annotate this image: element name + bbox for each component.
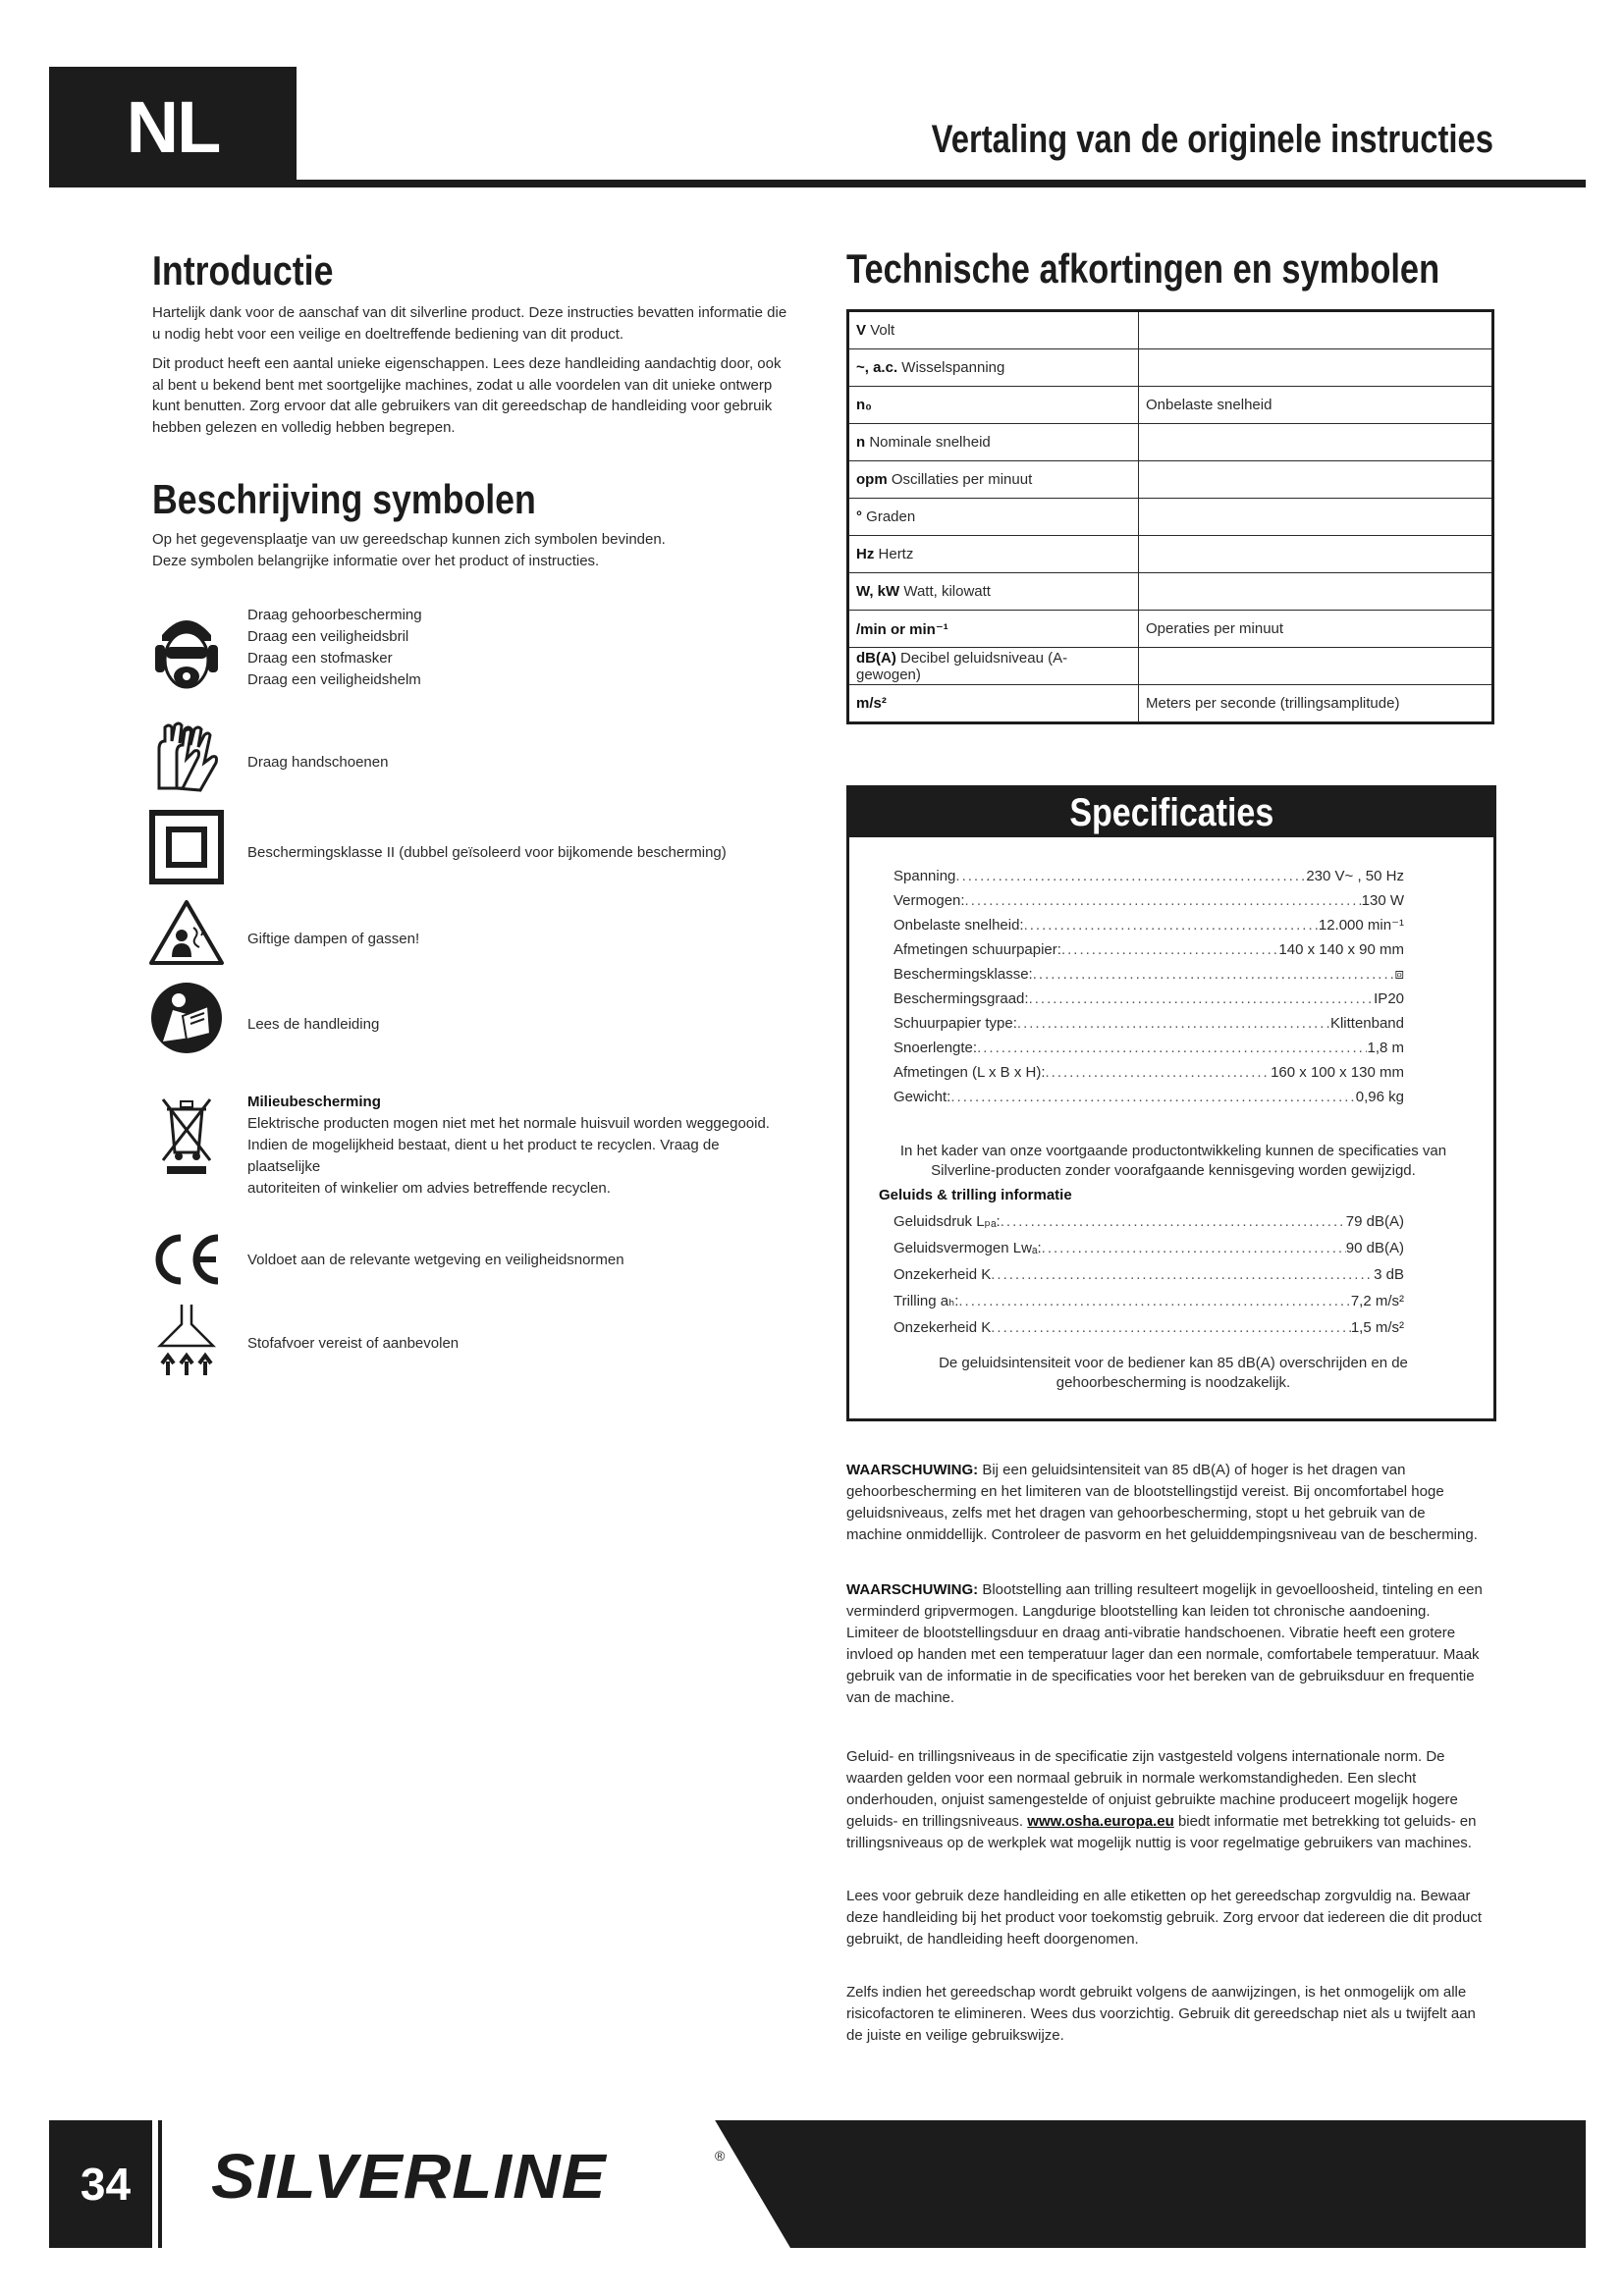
spec-row xyxy=(893,1239,1404,1258)
abbreviation-symbol: V xyxy=(856,322,867,339)
abbreviation-symbol-cell xyxy=(848,311,1139,349)
abbreviation-meaning-cell: Onbelaste snelheid xyxy=(1139,387,1493,424)
symbols-intro-line-2: Deze symbolen belangrijke informatie over het product of instructies. xyxy=(152,552,600,569)
specifications-box xyxy=(846,785,1496,1421)
abbreviation-symbol: dB(A) xyxy=(856,649,896,667)
spec-value: ⧈ xyxy=(1394,966,1404,983)
abbreviation-meaning-cell: Meters per seconde (trillingsamplitude) xyxy=(1139,685,1493,723)
abbreviation-meaning-cell xyxy=(1139,311,1493,349)
abbreviation-symbol-cell xyxy=(848,685,1139,723)
spec-row xyxy=(893,940,1404,960)
abbreviation-row xyxy=(848,461,1493,499)
abbreviation-meaning-cell xyxy=(1139,648,1493,685)
spec-row xyxy=(893,965,1404,985)
spec-value: IP20 xyxy=(1374,990,1404,1007)
read-manual-paragraph: Lees voor gebruik deze handleiding en alle etiketten op het gereedschap zorgvuldig na. Bewaar deze handleiding bij het product voor toekomstig gebruik. Zorg ervoor dat iedereen die dit product gebruikt, de handleiding heeft doorgenomen. xyxy=(846,1888,1483,1948)
abbreviation-row xyxy=(848,349,1493,387)
leader-dots xyxy=(958,1292,1350,1311)
spec-value: 3 dB xyxy=(1374,1266,1404,1283)
spec-row xyxy=(893,1265,1404,1285)
spec-row xyxy=(893,891,1404,911)
symbols-intro-line-1: Op het gegevensplaatje van uw gereedschap kunnen zich symbolen bevinden. xyxy=(152,531,666,548)
abbreviation-symbol: ~, a.c. xyxy=(856,359,898,376)
abbreviation-symbol: /min or min⁻¹ xyxy=(856,620,948,638)
spec-label: Beschermingsklasse: xyxy=(893,966,1033,983)
spec-label: Onzekerheid K xyxy=(893,1266,992,1283)
info-text: Geluid- en trillingsniveaus in de specificatie zijn vastgesteld volgens internationale norm. De waarden gelden voor een normaal gebruik in normale werkomstandigheden. Een slecht onderhouden, onjuist samengestelde of onjuist gebruikte machine produceert mogelijk hogere geluids- en trillingsniveaus. xyxy=(846,1748,1458,1830)
warning-vibration xyxy=(846,1579,1485,1709)
registered-mark: ® xyxy=(715,2148,726,2163)
spec-row xyxy=(893,1063,1404,1083)
spec-row xyxy=(893,1014,1404,1034)
symbol-line: Draag een stofmasker xyxy=(247,650,393,667)
leader-dots xyxy=(950,1088,1355,1107)
abbreviation-meaning-cell xyxy=(1139,424,1493,461)
spec-label: Geluidsvermogen Lwₐ: xyxy=(893,1240,1042,1256)
intro-paragraph-1: Hartelijk dank voor de aanschaf van dit silverline product. Deze instructies bevatten informatie die u nodig hebt voor een veilige en doeltreffende bediening van dit product. xyxy=(152,304,787,343)
spec-label: Afmetingen schuurpapier: xyxy=(893,941,1061,958)
symbol-line: Draag een veiligheidsbril xyxy=(247,628,409,645)
header-title: Vertaling van de originele instructies xyxy=(931,118,1493,161)
abbreviation-row xyxy=(848,611,1493,648)
abbreviation-row xyxy=(848,685,1493,723)
weee-bin-icon xyxy=(147,1090,226,1178)
spec-label: Onzekerheid K xyxy=(893,1319,992,1336)
abbreviation-meaning-cell xyxy=(1139,349,1493,387)
osha-link[interactable]: www.osha.europa.eu xyxy=(1027,1813,1174,1830)
abbreviation-symbol-cell xyxy=(848,499,1139,536)
specifications-heading xyxy=(849,788,1493,837)
symbol-line: autoriteiten of winkelier om advies betreffende recyclen. xyxy=(247,1180,611,1197)
symbol-text-ppe xyxy=(247,605,422,691)
symbol-row-dust xyxy=(147,1301,795,1379)
symbol-line: Elektrische producten mogen niet met het normale huisvuil worden weggegooid. xyxy=(247,1115,770,1132)
header-rule xyxy=(49,180,1586,187)
abbreviation-symbol: opm xyxy=(856,471,888,488)
abbreviation-row xyxy=(848,499,1493,536)
spec-value: 130 W xyxy=(1361,892,1404,909)
symbol-row-weee xyxy=(147,1090,795,1197)
abbreviation-symbol-cell xyxy=(848,424,1139,461)
abbreviation-desc: Volt xyxy=(870,322,895,339)
symbol-text-gloves: Draag handschoenen xyxy=(247,754,389,771)
spec-row xyxy=(893,916,1404,935)
abbreviation-row xyxy=(848,536,1493,573)
abbreviation-row xyxy=(848,387,1493,424)
abbreviation-symbol-cell xyxy=(848,611,1139,648)
spec-row xyxy=(893,1088,1404,1107)
abbreviation-row xyxy=(848,648,1493,685)
abbreviations-table xyxy=(846,309,1494,724)
abbreviation-symbol: Hz xyxy=(856,546,875,562)
spec-value: 230 V~ , 50 Hz xyxy=(1306,868,1404,884)
abbreviation-desc: Nominale snelheid xyxy=(869,434,991,451)
symbol-text-dust: Stofafvoer vereist of aanbevolen xyxy=(247,1335,460,1352)
sound-note: De geluidsintensiteit voor de bediener kan 85 dB(A) overschrijden en de gehoorbescherming is noodzakelijk. xyxy=(939,1355,1408,1391)
symbol-row-toxic xyxy=(147,893,795,972)
leader-dots xyxy=(1042,1239,1346,1258)
symbols-intro xyxy=(152,529,790,571)
spec-value: Klittenband xyxy=(1329,1015,1404,1032)
abbreviation-desc: Graden xyxy=(866,508,916,525)
leader-dots xyxy=(965,891,1362,911)
leader-dots xyxy=(1029,989,1375,1009)
leader-dots xyxy=(1046,1063,1272,1083)
abbreviation-row xyxy=(848,424,1493,461)
intro-paragraph-2: Dit product heeft een aantal unieke eigenschappen. Lees deze handleiding aandachtig door, ook al bent u bekend bent met soortgelijke machines, zodat u alle voordelen van dit unieke ontwerp kunt benutten. Zorg ervoor dat alle gebruikers van dit gereedschap de handleiding voor gebruik hebben gelezen en volledig hebben begrepen. xyxy=(152,355,782,436)
intro-heading: Introductie xyxy=(152,247,334,294)
abbreviation-symbol-cell xyxy=(848,349,1139,387)
spec-label: Spanning xyxy=(893,868,956,884)
specifications-heading-text: Specificaties xyxy=(1069,790,1273,834)
leader-dots xyxy=(977,1039,1367,1058)
abbreviation-symbol-cell xyxy=(848,573,1139,611)
leader-dots xyxy=(1033,965,1395,985)
spec-value: 1,5 m/s² xyxy=(1350,1319,1404,1336)
abbreviation-meaning-cell: Operaties per minuut xyxy=(1139,611,1493,648)
symbol-line: Indien de mogelijkheid bestaat, dient u het product te recyclen. Vraag de plaatselijke xyxy=(247,1137,720,1175)
spec-label: Schuurpapier type: xyxy=(893,1015,1017,1032)
abbreviation-desc: Decibel geluidsniveau (A-gewogen) xyxy=(856,649,1068,683)
abbreviation-meaning-cell xyxy=(1139,573,1493,611)
warning-text: Blootstelling aan trilling resulteert mogelijk in gevoelloosheid, tinteling en een verminderd gripvermogen. Langdurige blootstelling kan leiden tot chronische aandoening. Limiteer de blootstellingsduur en draag anti-vibratie handschoenen. Vibratie heeft een grotere invloed op handen met een temperatuur lager dan een normale, comfortabele temperatuur. Maak gebruik van de informatie in de specificaties voor het bereken van de gebruiksduur en frequentie van de machine. xyxy=(846,1581,1483,1706)
abbreviation-symbol: n₀ xyxy=(856,397,872,413)
spec-label: Onbelaste snelheid: xyxy=(893,917,1024,934)
symbol-text-ce: Voldoet aan de relevante wetgeving en veiligheidsnormen xyxy=(247,1252,624,1268)
spec-row xyxy=(893,1039,1404,1058)
symbols-heading: Beschrijving symbolen xyxy=(152,476,536,522)
silverline-logo: SILVERLINE xyxy=(211,2141,607,2212)
spec-label: Geluidsdruk Lₚₐ: xyxy=(893,1213,1001,1230)
abbreviation-row xyxy=(848,573,1493,611)
abbreviation-desc: Hertz xyxy=(878,546,914,562)
spec-note: In het kader van onze voortgaande productontwikkeling kunnen de specificaties van Silverline-producten zonder voorafgaande kennisgeving worden gewijzigd. xyxy=(899,1143,1447,1179)
info-text-cont: biedt informatie met betrekking tot geluids- en trillingsniveaus op de werkplek wat mogelijk nuttig is voor regelmatige gebruikers van machines. xyxy=(846,1813,1477,1851)
ppe-head-icon xyxy=(147,606,226,699)
spec-value: 160 x 100 x 130 mm xyxy=(1271,1064,1404,1081)
spec-label: Afmetingen (L x B x H): xyxy=(893,1064,1046,1081)
abbreviation-desc: Watt, kilowatt xyxy=(903,583,991,600)
spec-row xyxy=(893,1318,1404,1338)
spec-row xyxy=(893,1212,1404,1232)
spec-value: 79 dB(A) xyxy=(1345,1213,1404,1230)
leader-dots xyxy=(1061,940,1278,960)
spec-value: 0,96 kg xyxy=(1355,1089,1404,1105)
spec-value: 7,2 m/s² xyxy=(1350,1293,1404,1309)
spec-label: Trilling aₕ: xyxy=(893,1293,959,1309)
toxic-fumes-icon xyxy=(147,893,226,972)
leader-dots xyxy=(955,867,1306,886)
symbol-text-manual: Lees de handleiding xyxy=(247,1016,380,1033)
spec-label: Beschermingsgraad: xyxy=(893,990,1029,1007)
spec-label: Vermogen: xyxy=(893,892,965,909)
dust-extraction-icon xyxy=(147,1301,226,1379)
warning-label: WAARSCHUWING: xyxy=(846,1462,979,1478)
abbreviations-heading: Technische afkortingen en symbolen xyxy=(846,245,1440,292)
abbreviation-symbol: W, kW xyxy=(856,583,900,600)
spec-value: 1,8 m xyxy=(1367,1040,1404,1056)
symbol-row-manual xyxy=(147,979,795,1057)
spec-label: Gewicht: xyxy=(893,1089,951,1105)
spec-row xyxy=(893,1292,1404,1311)
abbreviation-symbol-cell xyxy=(848,461,1139,499)
spec-value: 140 x 140 x 90 mm xyxy=(1278,941,1404,958)
abbreviation-symbol: ° xyxy=(856,508,862,525)
read-manual-icon xyxy=(147,979,226,1057)
warning-label: WAARSCHUWING: xyxy=(846,1581,979,1598)
abbreviation-symbol: m/s² xyxy=(856,695,887,712)
abbreviation-meaning-cell xyxy=(1139,536,1493,573)
abbreviation-meaning-cell xyxy=(1139,499,1493,536)
ce-mark-icon xyxy=(147,1220,226,1299)
symbol-text-toxic: Giftige dampen of gassen! xyxy=(247,931,420,947)
language-code: NL xyxy=(126,85,220,168)
abbreviation-symbol-cell xyxy=(848,387,1139,424)
spec-label: Snoerlengte: xyxy=(893,1040,978,1056)
abbreviation-desc: Wisselspanning xyxy=(901,359,1005,376)
symbol-row-class-ii xyxy=(147,808,795,886)
leader-dots xyxy=(1024,916,1319,935)
abbreviation-symbol-cell xyxy=(848,536,1139,573)
symbol-line: Draag een veiligheidshelm xyxy=(247,671,421,688)
spec-row xyxy=(893,867,1404,886)
symbol-line: Draag gehoorbescherming xyxy=(247,607,422,623)
spec-value: 12.000 min⁻¹ xyxy=(1318,917,1404,934)
abbreviation-symbol-cell xyxy=(848,648,1139,685)
class-ii-icon xyxy=(147,808,226,886)
footer-separator xyxy=(152,2120,158,2248)
leader-dots xyxy=(991,1265,1374,1285)
page-number: 34 xyxy=(80,2159,132,2210)
weee-title: Milieubescherming xyxy=(247,1094,381,1110)
symbol-text-class-ii: Beschermingsklasse II (dubbel geïsoleerd voor bijkomende bescherming) xyxy=(247,844,727,861)
noise-vibration-info xyxy=(846,1746,1485,1854)
spec-row xyxy=(893,989,1404,1009)
spec-value: 90 dB(A) xyxy=(1345,1240,1404,1256)
warning-text: Bij een geluidsintensiteit van 85 dB(A) of hoger is het dragen van gehoorbescherming en het limiteren van de blootstellingstijd vereist. Bij oncomfortabel hoge geluidsniveaus, zelfs met het dragen van gehoorbescherming, stopt u het gebruik van de machine onmiddellijk. Controleer de pasvorm en het geluiddempingsniveau van de bescherming. xyxy=(846,1462,1478,1543)
gloves-icon xyxy=(147,720,226,798)
leader-dots xyxy=(1017,1014,1330,1034)
sound-heading: Geluids & trilling informatie xyxy=(879,1187,1072,1203)
abbreviation-desc: Oscillaties per minuut xyxy=(891,471,1033,488)
abbreviation-row xyxy=(848,311,1493,349)
symbol-row-ppe xyxy=(147,601,795,699)
symbol-text-weee xyxy=(247,1092,795,1200)
risk-paragraph: Zelfs indien het gereedschap wordt gebruikt volgens de aanwijzingen, is het onmogelijk om alle risicofactoren te elimineren. Wees dus voorzichtig. Gebruik dit gereedschap niet als u twijfelt aan de juiste en veilige gebruikswijze. xyxy=(846,1984,1476,2044)
language-badge xyxy=(49,67,297,187)
abbreviation-meaning-cell xyxy=(1139,461,1493,499)
symbol-row-gloves xyxy=(147,720,795,798)
abbreviation-symbol: n xyxy=(856,434,866,451)
warning-noise xyxy=(846,1460,1485,1546)
symbol-row-ce xyxy=(147,1220,795,1299)
leader-dots xyxy=(1001,1212,1346,1232)
leader-dots xyxy=(991,1318,1351,1338)
